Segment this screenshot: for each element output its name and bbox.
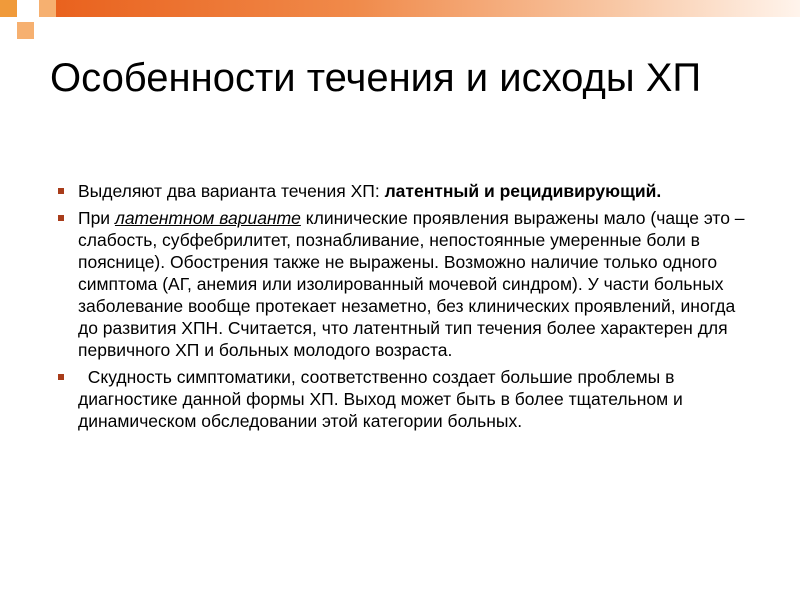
bullet-marker-icon <box>58 215 64 221</box>
decor-square-4 <box>17 22 34 39</box>
slide-title: Особенности течения и исходы ХП <box>50 56 702 100</box>
bullet-item-2 <box>58 207 758 361</box>
decor-square-5 <box>0 17 17 39</box>
bullet-3-text: Скудность симптоматики, соответственно создает большие проблемы в диагностике данной формы ХП. Выход может быть в более тщательном и динамическом обследовании этой категории больных. <box>78 367 688 431</box>
decor-square-2 <box>17 0 39 22</box>
header-gradient-band <box>56 0 800 17</box>
bullet-list <box>58 180 758 437</box>
decor-square-3 <box>39 0 56 17</box>
bullet-1-bold-text: латентный и рецидивирующий. <box>384 181 662 201</box>
bullet-1-text: Выделяют два варианта течения ХП: <box>78 181 385 201</box>
bullet-item-1 <box>58 180 758 202</box>
bullet-2-text-before: При <box>78 208 115 228</box>
bullet-marker-icon <box>58 188 64 194</box>
decor-square-1 <box>0 0 17 17</box>
bullet-2-emphasis: латентном варианте <box>114 208 301 228</box>
bullet-2-text-after: клинические проявления выражены мало (чаще это – слабость, субфебрилитет, познабливание, непостоянные умеренные боли в пояснице). Обострения также не выражены. Возможно наличие только одного симптома (АГ, анемия или изолированный мочевой синдром). У части больных заболевание вообще протекает незаметно, без клинических проявлений, иногда до развития ХПН. Считается, что латентный тип течения более характерен для первичного ХП и больных молодого возраста. <box>78 208 745 360</box>
bullet-marker-icon <box>58 374 64 380</box>
bullet-item-3 <box>58 366 758 432</box>
header-decoration <box>0 0 800 60</box>
